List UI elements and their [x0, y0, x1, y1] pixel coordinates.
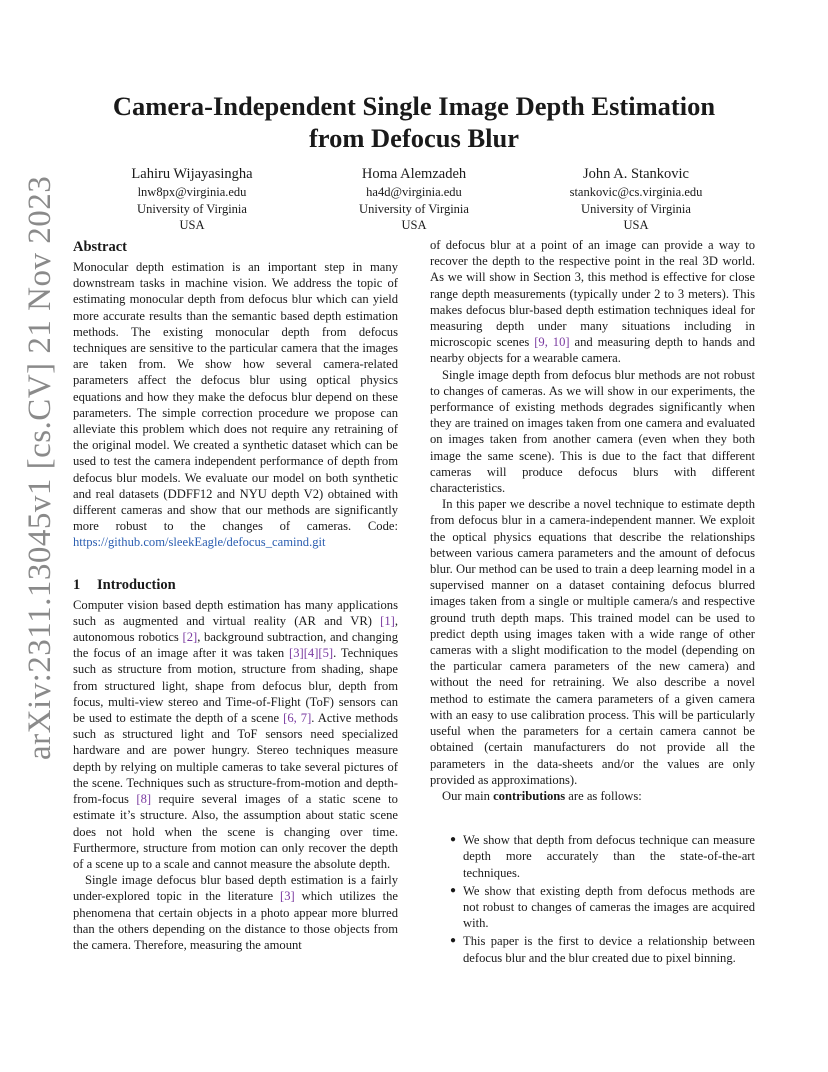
title-line-2: from Defocus Blur: [308, 123, 519, 153]
bullet-icon: ●: [450, 935, 457, 947]
author-name: John A. Stankovic: [583, 166, 689, 182]
author-name: Homa Alemzadeh: [361, 166, 467, 182]
text-run: which utilizes the phenomena that certain objects in a photo appear more blurred than the others depending on the distance to those objects from the camera. Therefore, measuring the amount: [73, 889, 399, 952]
text-run: , autonomous robotics: [73, 613, 398, 645]
text-run: . Active methods such as structured light and ToF sensors need specialized hardware and are power hungry. Stereo techniques measure depth by relying on multiple cameras to take several pictures of the scene. Techniques such as structure-from-motion and depth-from-focus: [73, 711, 398, 807]
author-block-1: [72, 164, 312, 234]
intro-paragraph-3: Single image depth from defocus blur methods are not robust to changes of cameras. As we will show in our experiments, the performance of existing methods degrades significantly when they are trained on images taken from one camera and evaluated on images taken from another camera (even when they both image the same scene). This is due to the fact that different cameras will produce defocus blurs with different characteristics.: [430, 367, 755, 496]
left-column: [73, 237, 398, 953]
text-run: and measuring depth to hands and nearby objects for a wearable camera.: [430, 335, 756, 366]
intro-paragraph-2: [73, 872, 398, 953]
text-run: Computer vision based depth estimation has many applications such as augmented and virtual reality (AR and VR): [73, 597, 398, 628]
citation-link[interactable]: [3]: [289, 646, 304, 661]
list-item: [430, 832, 755, 881]
arxiv-identifier: arXiv:2311.13045v1 [cs.CV] 21 Nov 2023: [22, 175, 58, 760]
text-run: of defocus blur at a point of an image can provide a way to recover the depth to the respective point in the real 3D world. As we will show in Section 3, this method is effective for close range depth measurements (typically under 2 to 3 meters). This makes defocus blur-based depth estimation techniques ideal for measuring depth under many situations including in microscopic scenes: [430, 238, 755, 350]
citation-link[interactable]: [4]: [303, 646, 319, 661]
author-country: USA: [401, 218, 427, 232]
author-country: USA: [179, 218, 205, 232]
abstract-text: [73, 259, 398, 551]
text-run: are as follows:: [565, 788, 642, 803]
author-name: Lahiru Wijayasingha: [131, 166, 253, 182]
abstract-body: Monocular depth estimation is an important step in many downstream tasks in machine vision. We address the topic of estimating monocular depth from defocus blur which can yield more accurate results than the semantic based depth estimation methods. The existing monocular depth from defocus techniques are sensitive to the particular camera that the images are taken from. We show how several camera-related parameters affect the defocus blur using optical physics equations and how they make the defocus blur depend on these parameters. The simple correction procedure we propose can alleviate this problem which does not require any retraining of the original model. We created a synthetic dataset which can be used to test the camera independent performance of depth from defocus blur models. We evaluate our model on both synthetic and real datasets (DDFF12 and NYU depth V2) obtained with different cameras and show that our methods are significantly more robust to the changes of cameras.: [73, 260, 398, 534]
bullet-icon: ●: [450, 834, 457, 846]
contributions-intro: [430, 788, 755, 804]
list-item: [430, 883, 755, 932]
contributions-list: [430, 832, 755, 966]
contribution-text: We show that depth from defocus technique can measure depth more accurately than the state-of-the-art techniques.: [463, 833, 755, 880]
author-email: lnw8px@virginia.edu: [137, 185, 247, 199]
citation-link[interactable]: [9, 10]: [534, 335, 570, 350]
right-column: [430, 237, 755, 968]
contribution-text: This paper is the first to device a relationship between defocus blur and the blur created due to pixel binning.: [463, 934, 755, 965]
citation-link[interactable]: [1]: [380, 613, 395, 628]
text-run: . Techniques such as structure from motion, structure from shading, shape from structured light, shape from defocus blur, depth from focus, multi-view stereo and Time-of-Flight (ToF) sensors can be used to estimate the depth of a scene: [73, 646, 398, 726]
author-affiliation: University of Virginia: [359, 201, 469, 216]
author-email: ha4d@virginia.edu: [366, 185, 462, 199]
author-country: USA: [623, 218, 649, 232]
citation-link[interactable]: [3]: [280, 889, 295, 904]
citation-link[interactable]: [8]: [136, 792, 152, 807]
text-run: Our main: [442, 788, 494, 803]
text-run: Single image defocus blur based depth estimation is a fairly under-explored topic in the literature: [73, 873, 398, 904]
contribution-text: We show that existing depth from defocus methods are not robust to changes of cameras the images are acquired with.: [463, 883, 755, 931]
code-label: Code:: [367, 519, 398, 534]
citation-link[interactable]: [5]: [318, 646, 334, 661]
intro-paragraph-2-continued: [430, 237, 755, 367]
intro-heading: [73, 575, 398, 595]
citation-link[interactable]: [6, 7]: [283, 711, 312, 726]
bullet-icon: ●: [450, 884, 457, 896]
citation-link[interactable]: [2]: [182, 630, 198, 645]
title-line-1: Camera-Independent Single Image Depth Estimation: [112, 91, 716, 121]
intro-paragraph-4: In this paper we describe a novel technique to estimate depth from defocus blur in a camera-independent manner. We exploit the optical physics equations that describe the relationships between various camera parameters and the amount of defocus blur. Our method can be used to train a deep learning model in a supervised manner on a dataset containing defocus blurred images taken from a single or multiple camera/s and respective ground truth depth maps. This trained model can be used to predict depth using images taken with a wide range of other cameras with a slight modification to the model (depending on the particular camera parameters of the new camera) and without the need for retraining. We also describe a novel method to estimate the camera parameters of a given camera with an easy to use calibration process. This will be particularly useful when the parameters for a certain camera cannot be obtained (certain manufacturers do not provide all the parameters in the data-sheets and/or the values are only provided as approximations).: [430, 497, 755, 787]
author-affiliation: University of Virginia: [581, 201, 691, 216]
intro-paragraph-1: [73, 597, 398, 872]
abstract-heading: Abstract: [73, 239, 127, 255]
author-email: stankovic@cs.virginia.edu: [569, 185, 703, 199]
author-affiliation: University of Virginia: [137, 201, 247, 216]
list-item: [430, 933, 755, 965]
author-block-3: [516, 164, 756, 234]
text-run: , background subtraction, and changing the focus of an image after it was taken: [73, 630, 398, 661]
section-title: Introduction: [97, 576, 176, 593]
author-block-2: [294, 164, 534, 234]
section-number: 1: [73, 576, 81, 593]
paper-title: [70, 90, 758, 154]
text-run: require several images of a static scene to estimate it’s structure. Also, the assumption about static scene does not hold when the scene is changing over time. Furthermore, structure from motion can only recover the depth of a scene up to a scale and cannot measure the absolute depth.: [73, 792, 398, 871]
code-link[interactable]: https://github.com/sleekEagle/defocus_camind.git: [73, 535, 326, 550]
contributions-bold: contributions: [493, 788, 566, 803]
